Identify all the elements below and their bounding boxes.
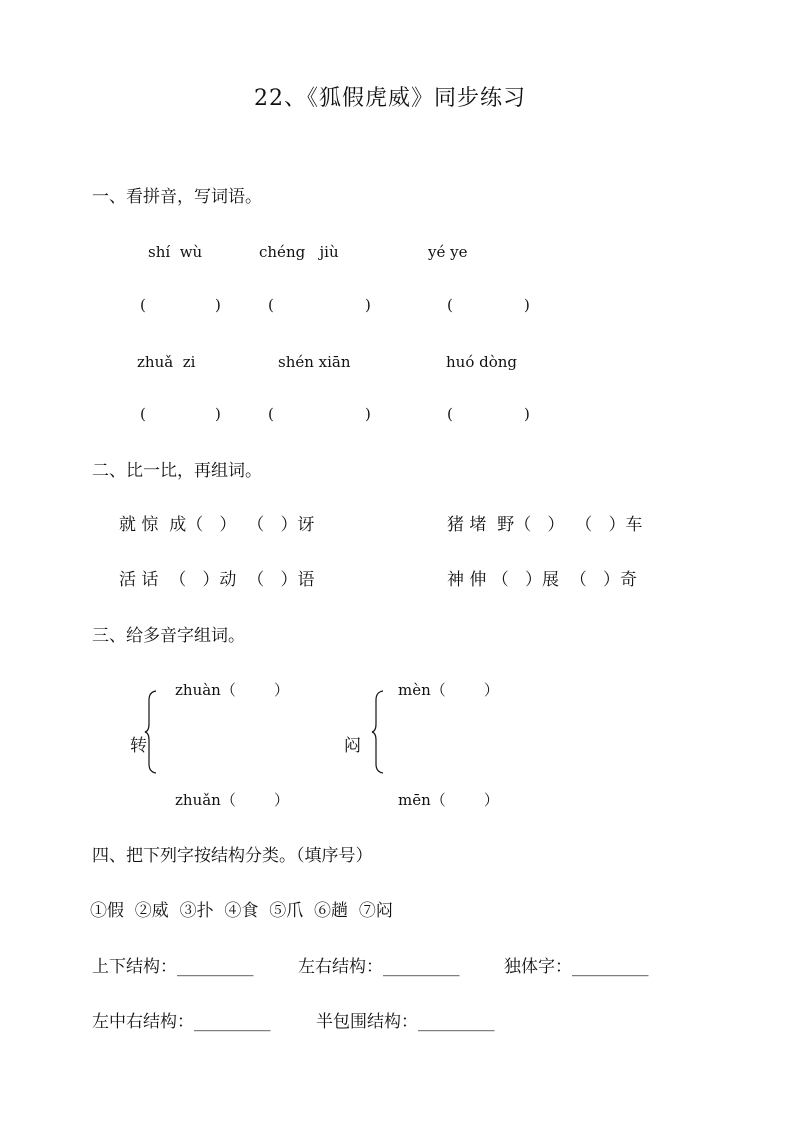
answer-blank-5-close[interactable]: ) xyxy=(365,405,371,423)
polyphone-men-4: mèn（ ） xyxy=(398,681,499,699)
answer-blank-1-close[interactable]: ) xyxy=(215,296,221,314)
polyphone-char-men: 闷 xyxy=(344,736,361,756)
pinyin-zhuazi: zhuǎ zi xyxy=(137,353,196,371)
left-brace-icon xyxy=(371,690,385,774)
compare-row-2-right: 神 伸 （ ）展 （ ）奇 xyxy=(447,570,638,590)
pinyin-chengjiu: chéng jiù xyxy=(259,243,339,261)
pinyin-huodong: huó dòng xyxy=(446,353,518,371)
answer-blank-2-close[interactable]: ) xyxy=(365,296,371,314)
polyphone-zhuan-3: zhuǎn（ ） xyxy=(175,791,289,809)
compare-row-2-left: 活 话 （ ）动 （ ）语 xyxy=(119,570,315,590)
answer-blank-5-open[interactable]: ( xyxy=(268,405,274,423)
compare-row-1-left: 就 惊 成（ ） （ ）讶 xyxy=(119,515,315,535)
answer-blank-1-open[interactable]: ( xyxy=(140,296,146,314)
pinyin-shiwu: shí wù xyxy=(148,243,203,261)
answer-blank-2-open[interactable]: ( xyxy=(268,296,274,314)
pinyin-shenxian: shén xiān xyxy=(278,353,351,371)
polyphone-zhuan-4: zhuàn（ ） xyxy=(175,681,289,699)
half-enclosure-structure-blank[interactable]: 半包围结构：_________ xyxy=(316,1012,495,1032)
answer-blank-6-close[interactable]: ) xyxy=(524,405,530,423)
structure-char-list: ①假 ②威 ③扑 ④食 ⑤爪 ⑥趟 ⑦闷 xyxy=(90,901,393,921)
single-character-blank[interactable]: 独体字：_________ xyxy=(504,957,649,977)
left-middle-right-structure-blank[interactable]: 左中右结构：_________ xyxy=(92,1012,271,1032)
answer-blank-3-close[interactable]: ) xyxy=(524,296,530,314)
pinyin-yeye: yé ye xyxy=(428,243,468,261)
page-title: 22、《狐假虎威》同步练习 xyxy=(254,86,526,111)
left-right-structure-blank[interactable]: 左右结构：_________ xyxy=(298,957,460,977)
answer-blank-4-open[interactable]: ( xyxy=(140,405,146,423)
polyphone-men-1: mēn（ ） xyxy=(398,791,499,809)
section-2-heading: 二、比一比，再组词。 xyxy=(92,461,262,481)
section-1-heading: 一、看拼音，写词语。 xyxy=(92,187,262,207)
compare-row-1-right: 猪 堵 野（ ） （ ）车 xyxy=(447,515,643,535)
polyphone-char-zhuan: 转 xyxy=(130,736,147,756)
top-bottom-structure-blank[interactable]: 上下结构：_________ xyxy=(92,957,254,977)
section-3-heading: 三、给多音字组词。 xyxy=(92,626,245,646)
answer-blank-3-open[interactable]: ( xyxy=(447,296,453,314)
answer-blank-6-open[interactable]: ( xyxy=(447,405,453,423)
left-brace-icon xyxy=(144,690,158,774)
section-4-heading: 四、把下列字按结构分类。（填序号） xyxy=(92,846,373,866)
answer-blank-4-close[interactable]: ) xyxy=(215,405,221,423)
